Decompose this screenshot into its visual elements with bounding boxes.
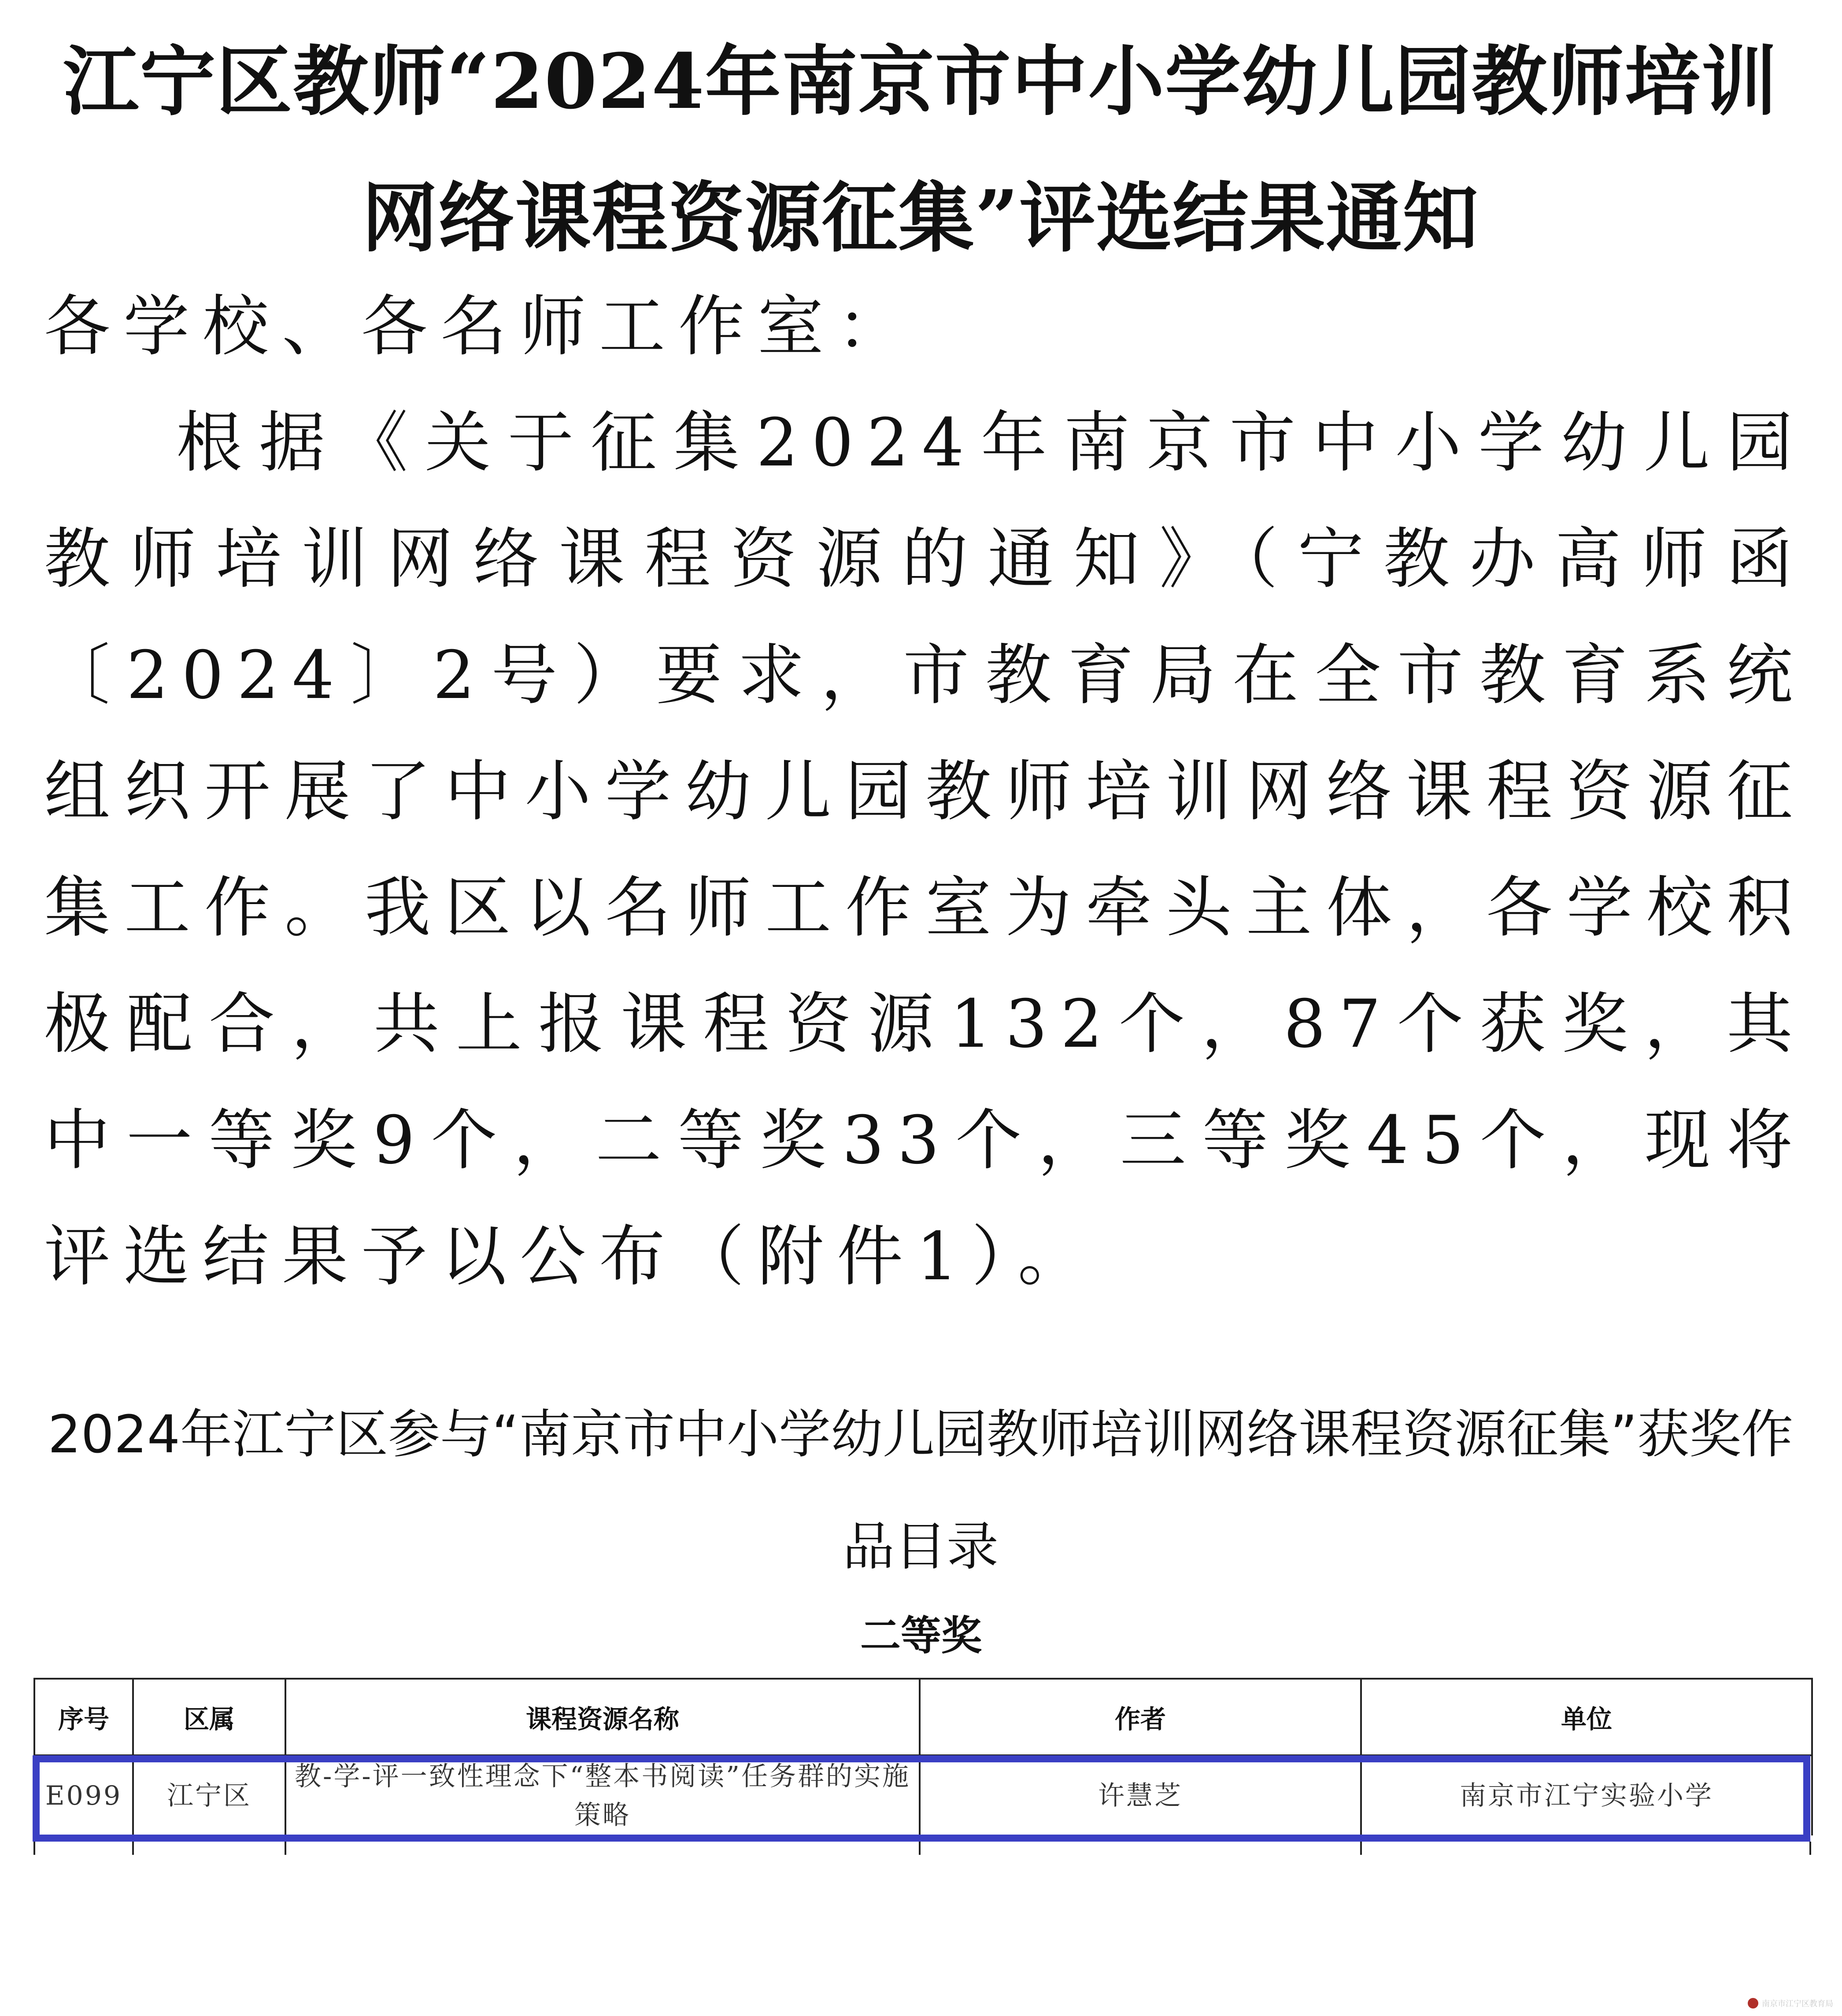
header-course-name: 课程资源名称 bbox=[285, 1679, 920, 1755]
tail-line bbox=[132, 1842, 134, 1855]
table-continuation-lines bbox=[33, 1842, 1811, 1855]
cell-seq: E099 bbox=[34, 1755, 133, 1835]
tail-line bbox=[33, 1842, 35, 1855]
salutation: 各学校、各名师工作室： bbox=[44, 288, 917, 365]
notice-body bbox=[44, 269, 1806, 1315]
cell-district: 江宁区 bbox=[133, 1755, 285, 1835]
prize-level-heading: 二等奖 bbox=[860, 1612, 982, 1659]
notice-title: 江宁区教师“2024年南京市中小学幼儿园教师培训网络课程资源征集”评选结果通知 bbox=[63, 37, 1778, 262]
header-unit: 单位 bbox=[1361, 1679, 1812, 1755]
cell-author: 许慧芝 bbox=[920, 1755, 1361, 1835]
cell-unit: 南京市江宁实验小学 bbox=[1361, 1755, 1812, 1835]
header-district: 区属 bbox=[133, 1679, 285, 1755]
tail-line bbox=[919, 1842, 921, 1855]
table-header-row bbox=[34, 1679, 1812, 1755]
notice-paragraph: 根据《关于征集2024年南京市中小学幼儿园教师培训网络课程资源的通知》（宁教办高师函〔2024〕2号）要求，市教育局在全市教育系统组织开展了中小学幼儿园教师培训网络课程资源征集工作。我区以名师工作室为牵头主体，各学校积极配合，共上报课程资源132个，87个获奖，其中一等奖9个，二等奖33个，三等奖45个，现将评选结果予以公布（附件1）。 bbox=[44, 405, 1806, 1295]
watermark-text: 南京市江宁区教育局 bbox=[1762, 1999, 1833, 2009]
cell-course-name: 教-学-评一致性理念下“整本书阅读”任务群的实施策略 bbox=[285, 1755, 920, 1835]
table-row bbox=[34, 1755, 1812, 1835]
tail-line bbox=[285, 1842, 286, 1855]
tail-line bbox=[1360, 1842, 1362, 1855]
footer-watermark bbox=[1748, 1998, 1833, 2009]
header-seq: 序号 bbox=[34, 1679, 133, 1755]
catalog-title: 2024年江宁区参与“南京市中小学幼儿园教师培训网络课程资源征集”获奖作品目录 bbox=[48, 1404, 1794, 1577]
header-author: 作者 bbox=[920, 1679, 1361, 1755]
logo-icon bbox=[1748, 1998, 1758, 2009]
tail-line bbox=[1809, 1842, 1811, 1855]
awards-table bbox=[33, 1678, 1813, 1835]
